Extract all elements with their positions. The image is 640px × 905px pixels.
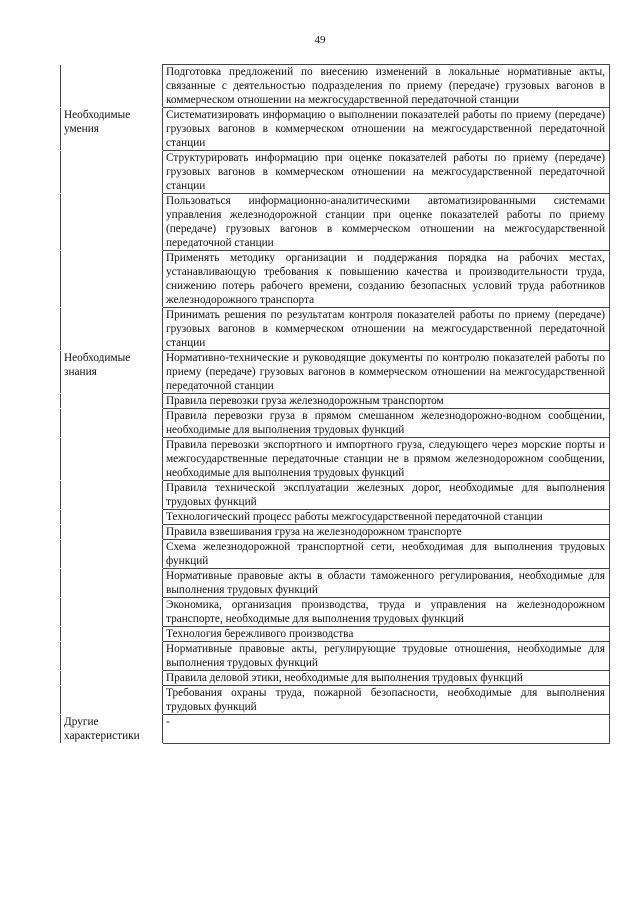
row-label [61, 627, 163, 642]
row-label: Необходимые умения [61, 108, 163, 151]
row-label [61, 510, 163, 525]
row-text: Правила технической эксплуатации железных дорог, необходимые для выполнения трудовых функций [163, 481, 610, 510]
row-label [61, 525, 163, 540]
row-label [61, 686, 163, 715]
row-text: Правила перевозки экспортного и импортного груза, следующего через морские порты и межгосударственные передаточные станции не в прямом железнодорожном сообщении, необходимые для выполнения трудовых функций [163, 438, 610, 481]
row-label [61, 642, 163, 671]
row-text: Принимать решения по результатам контроля показателей работы по приему (передаче) грузовых вагонов в коммерческом отношении на межгосударственной передаточной станции [163, 308, 610, 351]
table-row [61, 394, 610, 409]
row-text: Правила деловой этики, необходимые для выполнения трудовых функций [163, 671, 610, 686]
row-text: Экономика, организация производства, труда и управления на железнодорожном транспорте, необходимые для выполнения трудовых функций [163, 598, 610, 627]
row-label [61, 540, 163, 569]
row-label [61, 308, 163, 351]
table-row [61, 510, 610, 525]
table-row [61, 409, 610, 438]
table-row [61, 671, 610, 686]
row-text: Нормативно-технические и руководящие документы по контролю показателей работы по приему (передаче) грузовых вагонов в коммерческом отношении на межгосударственной передаточной станции [163, 351, 610, 394]
table-row [61, 525, 610, 540]
row-text: - [163, 715, 610, 744]
row-text: Правила перевозки груза в прямом смешанном железнодорожно-водном сообщении, необходимые для выполнения трудовых функций [163, 409, 610, 438]
row-text: Нормативные правовые акты в области таможенного регулирования, необходимые для выполнения трудовых функций [163, 569, 610, 598]
requirements-table [60, 64, 610, 744]
table-row [61, 65, 610, 108]
table-row [61, 108, 610, 151]
page-number: 49 [314, 34, 326, 46]
row-label [61, 151, 163, 194]
row-text: Нормативные правовые акты, регулирующие трудовые отношения, необходимые для выполнения трудовых функций [163, 642, 610, 671]
row-text: Технологический процесс работы межгосударственной передаточной станции [163, 510, 610, 525]
table-row [61, 642, 610, 671]
row-text: Структурировать информацию при оценке показателей работы по приему (передаче) грузовых вагонов в коммерческом отношении на межгосударственной передаточной станции [163, 151, 610, 194]
row-text: Подготовка предложений по внесению изменений в локальные нормативные акты, связанные с деятельностью подразделения по приему (передаче) грузовых вагонов в коммерческом отношении на межгосударственной передаточной станции [163, 65, 610, 108]
row-label [61, 671, 163, 686]
row-label: Необходимые знания [61, 351, 163, 394]
row-text: Систематизировать информацию о выполнении показателей работы по приему (передаче) грузовых вагонов в коммерческом отношении на межгосударственной передаточной станции [163, 108, 610, 151]
row-text: Правила взвешивания груза на железнодорожном транспорте [163, 525, 610, 540]
row-text: Требования охраны труда, пожарной безопасности, необходимые для выполнения трудовых функций [163, 686, 610, 715]
row-label [61, 394, 163, 409]
table-row [61, 308, 610, 351]
row-label [61, 65, 163, 108]
table-row [61, 627, 610, 642]
row-label [61, 481, 163, 510]
row-label [61, 598, 163, 627]
table-row [61, 715, 610, 744]
table-row [61, 194, 610, 251]
table-row [61, 598, 610, 627]
row-label [61, 569, 163, 598]
row-label [61, 194, 163, 251]
table-row [61, 438, 610, 481]
row-label [61, 438, 163, 481]
row-label: Другие характеристики [61, 715, 163, 744]
row-text: Технология бережливого производства [163, 627, 610, 642]
table-row [61, 151, 610, 194]
table-row [61, 686, 610, 715]
table-row [61, 569, 610, 598]
table-row [61, 481, 610, 510]
row-text: Схема железнодорожной транспортной сети, необходимая для выполнения трудовых функций [163, 540, 610, 569]
table-row [61, 251, 610, 308]
row-text: Пользоваться информационно-аналитическими автоматизированными системами управления железнодорожной станции при оценке показателей работы по приему (передаче) грузовых вагонов в коммерческом отношении на межгосударственной передаточной станции [163, 194, 610, 251]
row-text: Правила перевозки груза железнодорожным транспортом [163, 394, 610, 409]
row-text: Применять методику организации и поддержания порядка на рабочих местах, устанавливающую требования к повышению качества и производительности труда, снижению потерь рабочего времени, созданию безопасных условий труда работников железнодорожного транспорта [163, 251, 610, 308]
row-label [61, 409, 163, 438]
table-row [61, 351, 610, 394]
table-row [61, 540, 610, 569]
row-label [61, 251, 163, 308]
